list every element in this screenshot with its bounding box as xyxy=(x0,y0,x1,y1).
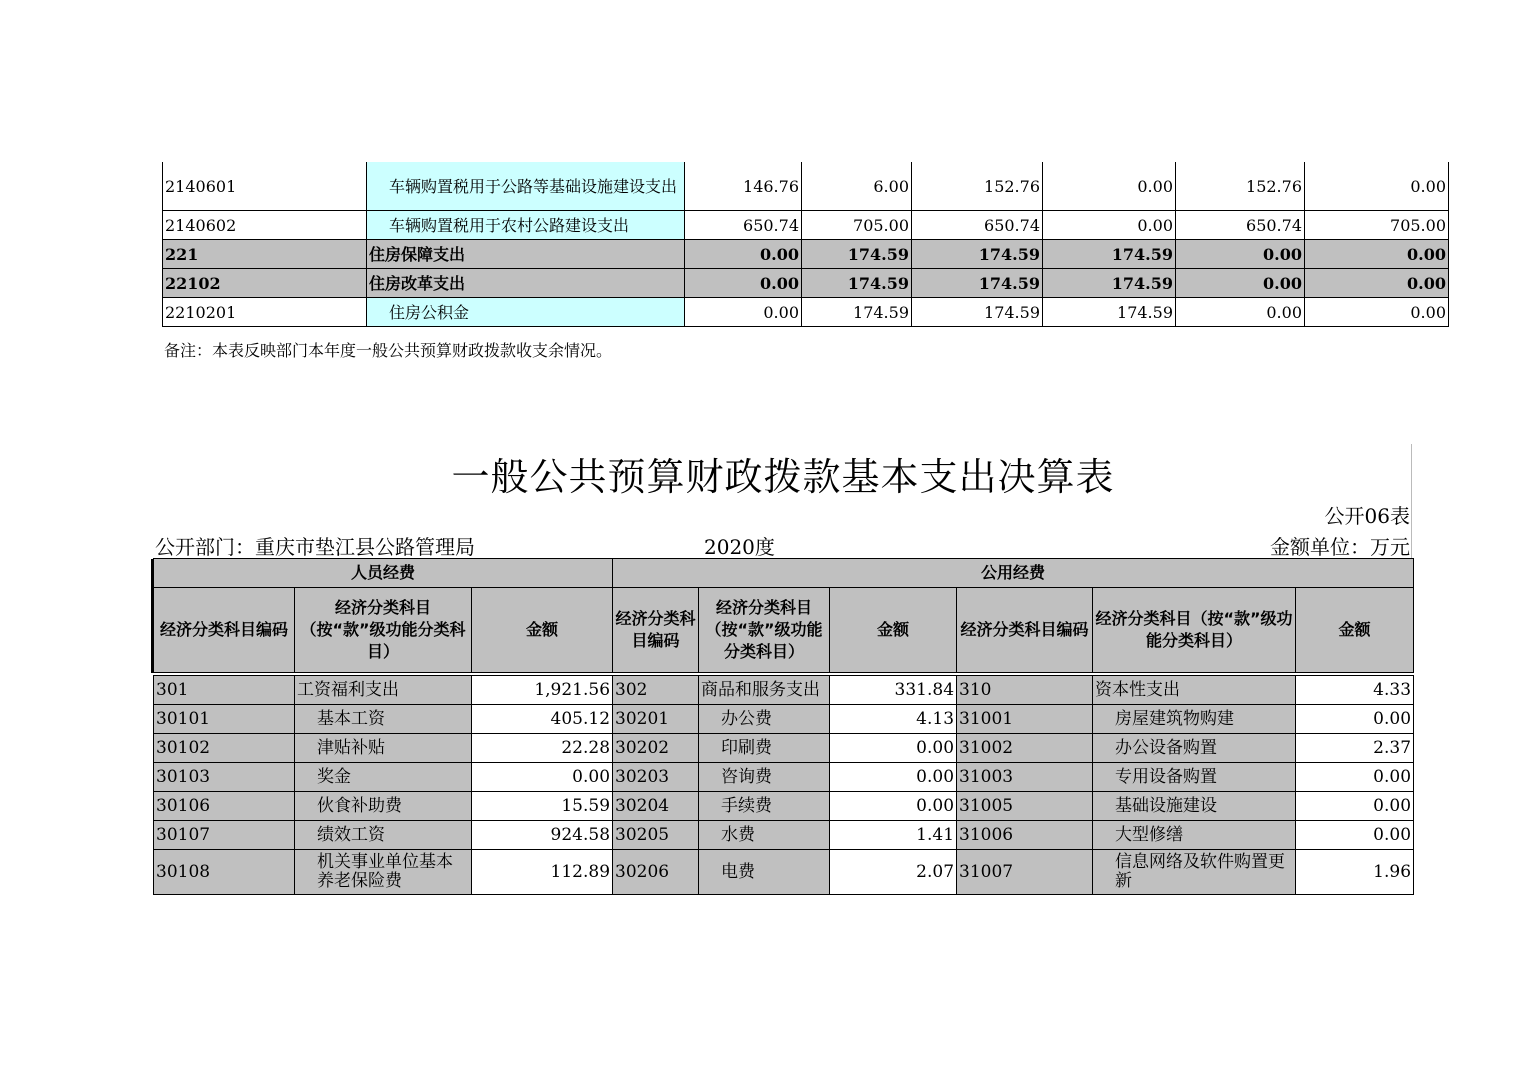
item-amount: 0.00 xyxy=(1296,821,1414,850)
item-code: 301 xyxy=(154,676,295,705)
item-amount: 1,921.56 xyxy=(472,676,613,705)
row-value: 0.00 xyxy=(1305,269,1449,298)
item-name: 基础设施建设 xyxy=(1093,792,1296,821)
item-code: 302 xyxy=(613,676,699,705)
item-code: 30102 xyxy=(154,734,295,763)
col-header-amount: 金额 xyxy=(830,588,957,673)
col-header-name: 经济分类科目（按“款”级功能分类科目） xyxy=(699,588,830,673)
col-header-code: 经济分类科目编码 xyxy=(613,588,699,673)
item-code: 30108 xyxy=(154,850,295,895)
table-number: 公开06表 xyxy=(1324,504,1410,528)
item-amount: 924.58 xyxy=(472,821,613,850)
item-code: 31006 xyxy=(957,821,1093,850)
item-name: 资本性支出 xyxy=(1093,676,1296,705)
table-row xyxy=(163,298,1449,327)
item-code: 30202 xyxy=(613,734,699,763)
item-amount: 0.00 xyxy=(1296,705,1414,734)
item-code: 30101 xyxy=(154,705,295,734)
item-name: 津贴补贴 xyxy=(295,734,472,763)
row-value: 174.59 xyxy=(912,269,1043,298)
item-code: 30106 xyxy=(154,792,295,821)
item-code: 31005 xyxy=(957,792,1093,821)
item-code: 30107 xyxy=(154,821,295,850)
item-name: 水费 xyxy=(699,821,830,850)
table-note: 备注：本表反映部门本年度一般公共预算财政拨款收支余情况。 xyxy=(164,341,613,360)
row-value: 6.00 xyxy=(802,162,912,211)
item-amount: 2.37 xyxy=(1296,734,1414,763)
page-title: 一般公共预算财政拨款基本支出决算表 xyxy=(451,455,1115,499)
item-code: 31001 xyxy=(957,705,1093,734)
item-code: 31002 xyxy=(957,734,1093,763)
row-value: 0.00 xyxy=(1043,162,1176,211)
table-row xyxy=(154,792,1414,821)
row-value: 650.74 xyxy=(1176,211,1305,240)
row-name: 住房保障支出 xyxy=(367,240,685,269)
row-name: 住房改革支出 xyxy=(367,269,685,298)
item-amount: 22.28 xyxy=(472,734,613,763)
row-value: 705.00 xyxy=(802,211,912,240)
item-amount: 0.00 xyxy=(830,792,957,821)
top-table xyxy=(162,162,1449,327)
unit-label: 金额单位：万元 xyxy=(1270,535,1410,559)
item-amount: 4.13 xyxy=(830,705,957,734)
table-row xyxy=(163,240,1449,269)
group-header-public: 公用经费 xyxy=(613,559,1414,588)
row-value: 0.00 xyxy=(1176,240,1305,269)
row-value: 174.59 xyxy=(912,240,1043,269)
item-name: 专用设备购置 xyxy=(1093,763,1296,792)
item-name: 工资福利支出 xyxy=(295,676,472,705)
row-value: 174.59 xyxy=(1043,298,1176,327)
row-value: 0.00 xyxy=(1305,298,1449,327)
item-amount: 0.00 xyxy=(1296,792,1414,821)
divider xyxy=(1411,444,1412,560)
item-name: 办公费 xyxy=(699,705,830,734)
item-code: 31003 xyxy=(957,763,1093,792)
row-value: 174.59 xyxy=(1043,240,1176,269)
row-value: 174.59 xyxy=(912,298,1043,327)
year-label: 2020度 xyxy=(704,535,775,559)
row-name: 车辆购置税用于公路等基础设施建设支出 xyxy=(367,162,685,211)
row-value: 0.00 xyxy=(1176,269,1305,298)
item-code: 31007 xyxy=(957,850,1093,895)
department-label: 公开部门：重庆市垫江县公路管理局 xyxy=(155,535,475,559)
table-row xyxy=(154,821,1414,850)
row-value: 146.76 xyxy=(685,162,802,211)
item-name: 大型修缮 xyxy=(1093,821,1296,850)
row-code: 22102 xyxy=(163,269,367,298)
table-row xyxy=(163,162,1449,211)
item-name: 机关事业单位基本养老保险费 xyxy=(295,850,472,895)
row-name: 住房公积金 xyxy=(367,298,685,327)
item-code: 30205 xyxy=(613,821,699,850)
item-name: 办公设备购置 xyxy=(1093,734,1296,763)
col-header-name: 经济分类科目（按“款”级功能分类科目） xyxy=(1093,588,1296,673)
table-row xyxy=(163,269,1449,298)
left-bar xyxy=(151,559,154,673)
item-code: 30201 xyxy=(613,705,699,734)
item-amount: 2.07 xyxy=(830,850,957,895)
table-row xyxy=(154,850,1414,895)
col-header-amount: 金额 xyxy=(472,588,613,673)
row-value: 0.00 xyxy=(685,269,802,298)
table-row xyxy=(154,705,1414,734)
item-amount: 1.41 xyxy=(830,821,957,850)
item-name: 手续费 xyxy=(699,792,830,821)
item-name: 印刷费 xyxy=(699,734,830,763)
item-name: 商品和服务支出 xyxy=(699,676,830,705)
row-value: 650.74 xyxy=(912,211,1043,240)
table-row xyxy=(154,734,1414,763)
item-amount: 0.00 xyxy=(1296,763,1414,792)
row-value: 152.76 xyxy=(912,162,1043,211)
item-code: 310 xyxy=(957,676,1093,705)
row-value: 0.00 xyxy=(685,240,802,269)
table-row xyxy=(154,763,1414,792)
group-header-personnel: 人员经费 xyxy=(154,559,613,588)
item-amount: 4.33 xyxy=(1296,676,1414,705)
row-value: 0.00 xyxy=(1176,298,1305,327)
row-value: 0.00 xyxy=(1305,162,1449,211)
table-row xyxy=(163,211,1449,240)
item-amount: 1.96 xyxy=(1296,850,1414,895)
row-value: 174.59 xyxy=(802,298,912,327)
expenditure-table xyxy=(153,558,1414,895)
row-value: 0.00 xyxy=(685,298,802,327)
col-header-code: 经济分类科目编码 xyxy=(154,588,295,673)
item-code: 30206 xyxy=(613,850,699,895)
row-value: 0.00 xyxy=(1043,211,1176,240)
row-value: 650.74 xyxy=(685,211,802,240)
item-amount: 15.59 xyxy=(472,792,613,821)
item-amount: 0.00 xyxy=(830,734,957,763)
item-name: 信息网络及软件购置更新 xyxy=(1093,850,1296,895)
item-code: 30203 xyxy=(613,763,699,792)
col-header-code: 经济分类科目编码 xyxy=(957,588,1093,673)
row-code: 221 xyxy=(163,240,367,269)
item-name: 奖金 xyxy=(295,763,472,792)
item-amount: 0.00 xyxy=(830,763,957,792)
item-amount: 405.12 xyxy=(472,705,613,734)
row-code: 2210201 xyxy=(163,298,367,327)
item-amount: 331.84 xyxy=(830,676,957,705)
item-code: 30103 xyxy=(154,763,295,792)
row-value: 705.00 xyxy=(1305,211,1449,240)
item-name: 基本工资 xyxy=(295,705,472,734)
row-value: 174.59 xyxy=(802,240,912,269)
item-name: 绩效工资 xyxy=(295,821,472,850)
item-amount: 0.00 xyxy=(472,763,613,792)
row-value: 174.59 xyxy=(802,269,912,298)
row-code: 2140602 xyxy=(163,211,367,240)
table-row xyxy=(154,676,1414,705)
item-code: 30204 xyxy=(613,792,699,821)
row-code: 2140601 xyxy=(163,162,367,211)
item-name: 房屋建筑物购建 xyxy=(1093,705,1296,734)
col-header-name: 经济分类科目（按“款”级功能分类科目） xyxy=(295,588,472,673)
item-name: 咨询费 xyxy=(699,763,830,792)
row-value: 0.00 xyxy=(1305,240,1449,269)
col-header-amount: 金额 xyxy=(1296,588,1414,673)
item-name: 电费 xyxy=(699,850,830,895)
item-amount: 112.89 xyxy=(472,850,613,895)
row-value: 174.59 xyxy=(1043,269,1176,298)
item-name: 伙食补助费 xyxy=(295,792,472,821)
row-value: 152.76 xyxy=(1176,162,1305,211)
row-name: 车辆购置税用于农村公路建设支出 xyxy=(367,211,685,240)
